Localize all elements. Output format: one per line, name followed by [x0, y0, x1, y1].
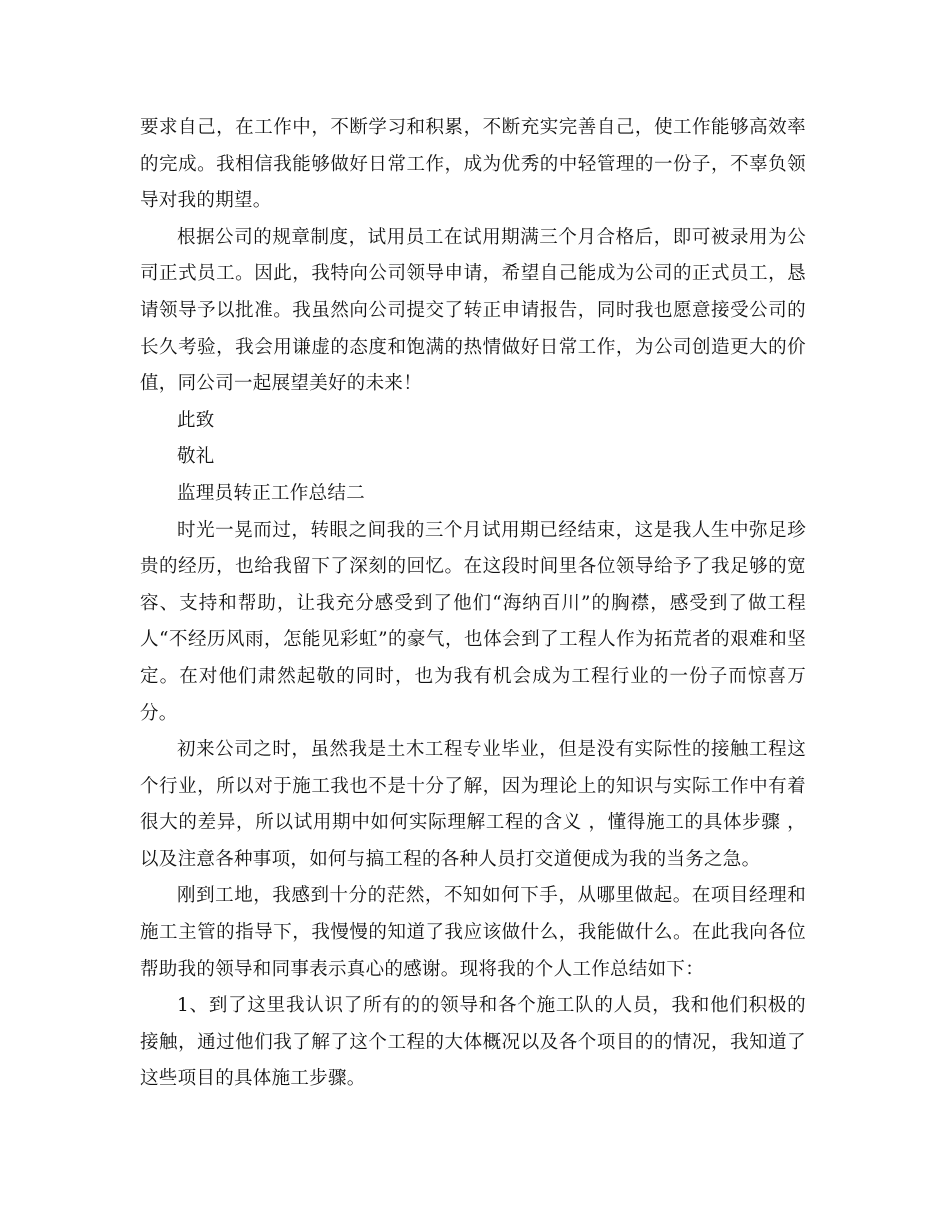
paragraph-time-passes: 时光一晃而过，转眼之间我的三个月试用期已经结束，这是我人生中弥足珍贵的经历，也给我留下了深刻的回忆。在这段时间里各位领导给予了我足够的宽容、支持和帮助，让我充分感受到了他们“海纳百川”的胸襟，感受到了做工程人“不经历风雨，怎能见彩虹”的豪气，也体会到了工程人作为拓荒者的艰难和坚定。在对他们肃然起敬的同时，也为我有机会成为工程行业的一份子而惊喜万分。 — [140, 519, 806, 724]
paragraph-arriving-site: 刚到工地，我感到十分的茫然，不知如何下手，从哪里做起。在项目经理和施工主管的指导下，我慢慢的知道了我应该做什么，我能做什么。在此我向各位帮助我的领导和同事表示真心的感谢。现将我的个人工作总结如下： — [140, 885, 806, 980]
closing-salutation: 此致 — [177, 409, 215, 431]
paragraph-continuation: 要求自己，在工作中，不断学习和积累，不断充实完善自己，使工作能够高效率的完成。我相信我能够做好日常工作，成为优秀的中轻管理的一份子，不辜负领导对我的期望。 — [140, 117, 806, 212]
document-body — [140, 110, 806, 1098]
paragraph-probation-request: 根据公司的规章制度，试用员工在试用期满三个月合格后，即可被录用为公司正式员工。因此，我特向公司领导申请，希望自己能成为公司的正式员工，恳请领导予以批准。我虽然向公司提交了转正申请报告，同时我也愿意接受公司的长久考验，我会用谦虚的态度和饱满的热情做好日常工作，为公司创造更大的价值，同公司一起展望美好的未来！ — [140, 226, 806, 395]
paragraph-joining-company: 初来公司之时，虽然我是土木工程专业毕业，但是没有实际性的接触工程这个行业，所以对于施工我也不是十分了解，因为理论上的知识与实际工作中有着很大的差异，所以试用期中如何实际理解工程的含义 ，懂得施工的具体步骤 ，以及注意各种事项，如何与搞工程的各种人员打交道便成为我的当务之急。 — [140, 739, 806, 870]
closing-regards: 敬礼 — [177, 446, 215, 468]
paragraph-list-item-1: 1、到了这里我认识了所有的的领导和各个施工队的人员，我和他们积极的接触，通过他们我了解了这个工程的大体概况以及各个项目的的情况，我知道了这些项目的具体施工步骤。 — [140, 995, 806, 1090]
section-heading: 监理员转正工作总结二 — [177, 482, 366, 504]
